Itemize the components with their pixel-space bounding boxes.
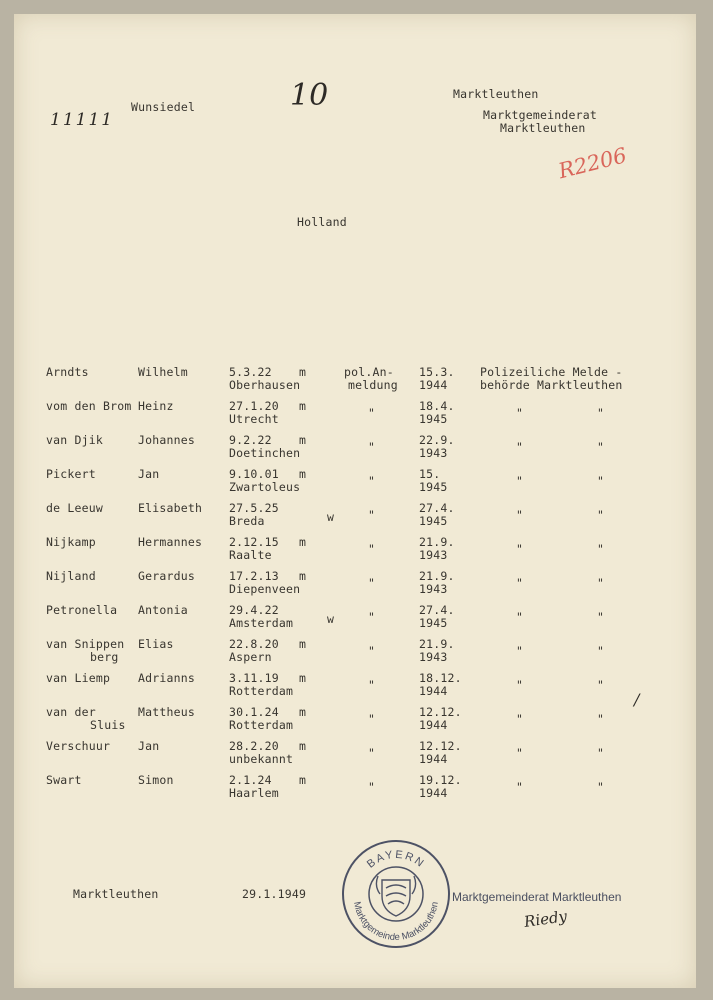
cell-surname: Nijland <box>46 569 96 583</box>
cell-given-name: Antonia <box>138 603 188 617</box>
cell-birth-date: 28.2.20 <box>229 739 279 753</box>
cell-office-ditto-2: " <box>597 508 605 522</box>
cell-office-ditto-2: " <box>597 474 605 488</box>
cell-status-ditto: " <box>368 406 376 420</box>
cell-birth-place: Haarlem <box>229 786 279 800</box>
cell-birth-place: Diepenveen <box>229 582 301 596</box>
cell-office-ditto: " <box>516 780 524 794</box>
cell-birth-place: Raalte <box>229 548 272 562</box>
cell-surname: Arndts <box>46 365 89 379</box>
cell-arrival-day: 27.4. <box>419 603 455 617</box>
cell-arrival-day: 12.12. <box>419 705 462 719</box>
cell-status-ditto: " <box>368 440 376 454</box>
cell-arrival-day: 18.4. <box>419 399 455 413</box>
cell-status-ditto: " <box>368 542 376 556</box>
svg-text:BAYERN: BAYERN <box>364 848 428 871</box>
cell-arrival-year: 1943 <box>419 582 448 596</box>
cell-arrival-day: 21.9. <box>419 535 455 549</box>
cell-arrival-day: 15. <box>419 467 441 481</box>
cell-office-ditto-2: " <box>597 576 605 590</box>
cell-status-ditto: " <box>368 508 376 522</box>
cell-status-cont: meldung <box>348 378 398 392</box>
cell-office-ditto: " <box>516 474 524 488</box>
cell-office-ditto: " <box>516 576 524 590</box>
cell-arrival-day: 27.4. <box>419 501 455 515</box>
cell-arrival-year: 1944 <box>419 718 448 732</box>
cell-surname: de Leeuw <box>46 501 103 515</box>
cell-office-ditto-2: " <box>597 440 605 454</box>
cell-arrival-year: 1943 <box>419 446 448 460</box>
cell-arrival-day: 21.9. <box>419 637 455 651</box>
authority-stamp: Marktgemeinderat Marktleuthen <box>452 890 622 904</box>
signature: Riedy <box>522 907 569 931</box>
municipal-seal <box>338 836 454 952</box>
cell-status-ditto: " <box>368 644 376 658</box>
cell-status-ditto: " <box>368 678 376 692</box>
cell-surname-cont: berg <box>90 650 119 664</box>
footer-place: Marktleuthen <box>73 887 159 901</box>
cell-office: Polizeiliche Melde - <box>480 365 623 379</box>
document-title: Holland <box>297 215 347 229</box>
cell-sex: m <box>299 433 307 447</box>
cell-surname: vom den Brom <box>46 399 132 413</box>
cell-arrival-year: 1945 <box>419 480 448 494</box>
cell-office-ditto: " <box>516 678 524 692</box>
cell-status-ditto: " <box>368 746 376 760</box>
cell-birth-date: 3.11.19 <box>229 671 279 685</box>
cell-arrival-day: 21.9. <box>419 569 455 583</box>
cell-office-ditto-2: " <box>597 678 605 692</box>
cell-given-name: Jan <box>138 467 160 481</box>
cell-birth-place: Aspern <box>229 650 272 664</box>
cell-birth-date: 27.1.20 <box>229 399 279 413</box>
cell-given-name: Wilhelm <box>138 365 188 379</box>
cell-surname: van Djik <box>46 433 103 447</box>
cell-birth-place: Amsterdam <box>229 616 294 630</box>
cell-sex: m <box>299 773 307 787</box>
cell-surname: van Liemp <box>46 671 111 685</box>
cell-given-name: Elisabeth <box>138 501 203 515</box>
cell-office-ditto-2: " <box>597 712 605 726</box>
cell-office-ditto: " <box>516 610 524 624</box>
cell-sex: m <box>299 365 307 379</box>
cell-birth-place: Oberhausen <box>229 378 301 392</box>
cell-status-ditto: " <box>368 780 376 794</box>
cell-given-name: Mattheus <box>138 705 195 719</box>
cell-sex: m <box>299 671 307 685</box>
cell-arrival-year: 1944 <box>419 378 448 392</box>
cell-given-name: Elias <box>138 637 174 651</box>
cell-office-ditto-2: " <box>597 610 605 624</box>
side-mark: / <box>634 690 640 709</box>
cell-birth-date: 5.3.22 <box>229 365 272 379</box>
cell-status-ditto: " <box>368 576 376 590</box>
cell-office-ditto-2: " <box>597 746 605 760</box>
cell-surname: van Snippen <box>46 637 125 651</box>
cell-given-name: Johannes <box>138 433 195 447</box>
cell-sex: w <box>327 612 335 626</box>
cell-birth-place: Breda <box>229 514 265 528</box>
cell-given-name: Adrianns <box>138 671 195 685</box>
cell-arrival-day: 12.12. <box>419 739 462 753</box>
cell-office-ditto-2: " <box>597 644 605 658</box>
cell-arrival-year: 1944 <box>419 684 448 698</box>
cell-office-ditto-2: " <box>597 542 605 556</box>
tally-marks: 11111 <box>50 110 115 130</box>
cell-arrival-day: 19.12. <box>419 773 462 787</box>
authority-line-2: Marktleuthen <box>500 121 586 135</box>
cell-birth-place: unbekannt <box>229 752 294 766</box>
cell-given-name: Gerardus <box>138 569 195 583</box>
cell-arrival-year: 1943 <box>419 650 448 664</box>
cell-birth-place: Zwartoleus <box>229 480 301 494</box>
cell-office-ditto-2: " <box>597 406 605 420</box>
cell-surname: Nijkamp <box>46 535 96 549</box>
cell-sex: m <box>299 739 307 753</box>
cell-birth-place: Rotterdam <box>229 684 294 698</box>
cell-birth-date: 22.8.20 <box>229 637 279 651</box>
town-label: Marktleuthen <box>453 87 539 101</box>
cell-given-name: Jan <box>138 739 160 753</box>
cell-sex: m <box>299 705 307 719</box>
cell-office-ditto: " <box>516 406 524 420</box>
cell-office-ditto: " <box>516 746 524 760</box>
footer-date: 29.1.1949 <box>242 887 307 901</box>
cell-given-name: Simon <box>138 773 174 787</box>
cell-surname: Pickert <box>46 467 96 481</box>
cell-office-ditto: " <box>516 712 524 726</box>
cell-birth-place: Rotterdam <box>229 718 294 732</box>
cell-office-ditto-2: " <box>597 780 605 794</box>
cell-birth-place: Doetinchen <box>229 446 301 460</box>
cell-arrival-year: 1944 <box>419 752 448 766</box>
cell-arrival-day: 18.12. <box>419 671 462 685</box>
cell-office-ditto: " <box>516 508 524 522</box>
cell-sex: m <box>299 467 307 481</box>
cell-birth-place: Utrecht <box>229 412 279 426</box>
cell-status: pol.An- <box>344 365 394 379</box>
cell-birth-date: 30.1.24 <box>229 705 279 719</box>
cell-office-ditto: " <box>516 542 524 556</box>
cell-sex: m <box>299 637 307 651</box>
cell-office-ditto: " <box>516 644 524 658</box>
cell-birth-date: 2.1.24 <box>229 773 272 787</box>
cell-birth-date: 27.5.25 <box>229 501 279 515</box>
cell-sex: m <box>299 569 307 583</box>
district-label: Wunsiedel <box>131 100 196 114</box>
cell-given-name: Hermannes <box>138 535 203 549</box>
cell-arrival-year: 1944 <box>419 786 448 800</box>
coat-of-arms-icon <box>376 876 415 916</box>
cell-arrival-year: 1945 <box>419 514 448 528</box>
cell-birth-date: 29.4.22 <box>229 603 279 617</box>
authority-line-1: Marktgemeinderat <box>483 108 597 122</box>
cell-sex: m <box>299 535 307 549</box>
cell-office-cont: behörde Marktleuthen <box>480 378 623 392</box>
cell-status-ditto: " <box>368 712 376 726</box>
cell-birth-date: 2.12.15 <box>229 535 279 549</box>
cell-surname: van der <box>46 705 96 719</box>
cell-birth-date: 17.2.13 <box>229 569 279 583</box>
cell-office-ditto: " <box>516 440 524 454</box>
cell-given-name: Heinz <box>138 399 174 413</box>
cell-surname: Swart <box>46 773 82 787</box>
cell-birth-date: 9.10.01 <box>229 467 279 481</box>
cell-sex: w <box>327 510 335 524</box>
cell-arrival-year: 1943 <box>419 548 448 562</box>
cell-surname-cont: Sluis <box>90 718 126 732</box>
cell-surname: Verschuur <box>46 739 111 753</box>
cell-arrival-day: 15.3. <box>419 365 455 379</box>
cell-status-ditto: " <box>368 610 376 624</box>
page-number: 10 <box>290 78 329 113</box>
cell-arrival-year: 1945 <box>419 616 448 630</box>
archive-reference: R2206 <box>556 143 630 184</box>
cell-sex: m <box>299 399 307 413</box>
cell-arrival-year: 1945 <box>419 412 448 426</box>
cell-surname: Petronella <box>46 603 118 617</box>
svg-text:Marktgemeinde Marktleuthen: Marktgemeinde Marktleuthen <box>351 900 441 944</box>
cell-birth-date: 9.2.22 <box>229 433 272 447</box>
cell-arrival-day: 22.9. <box>419 433 455 447</box>
cell-status-ditto: " <box>368 474 376 488</box>
